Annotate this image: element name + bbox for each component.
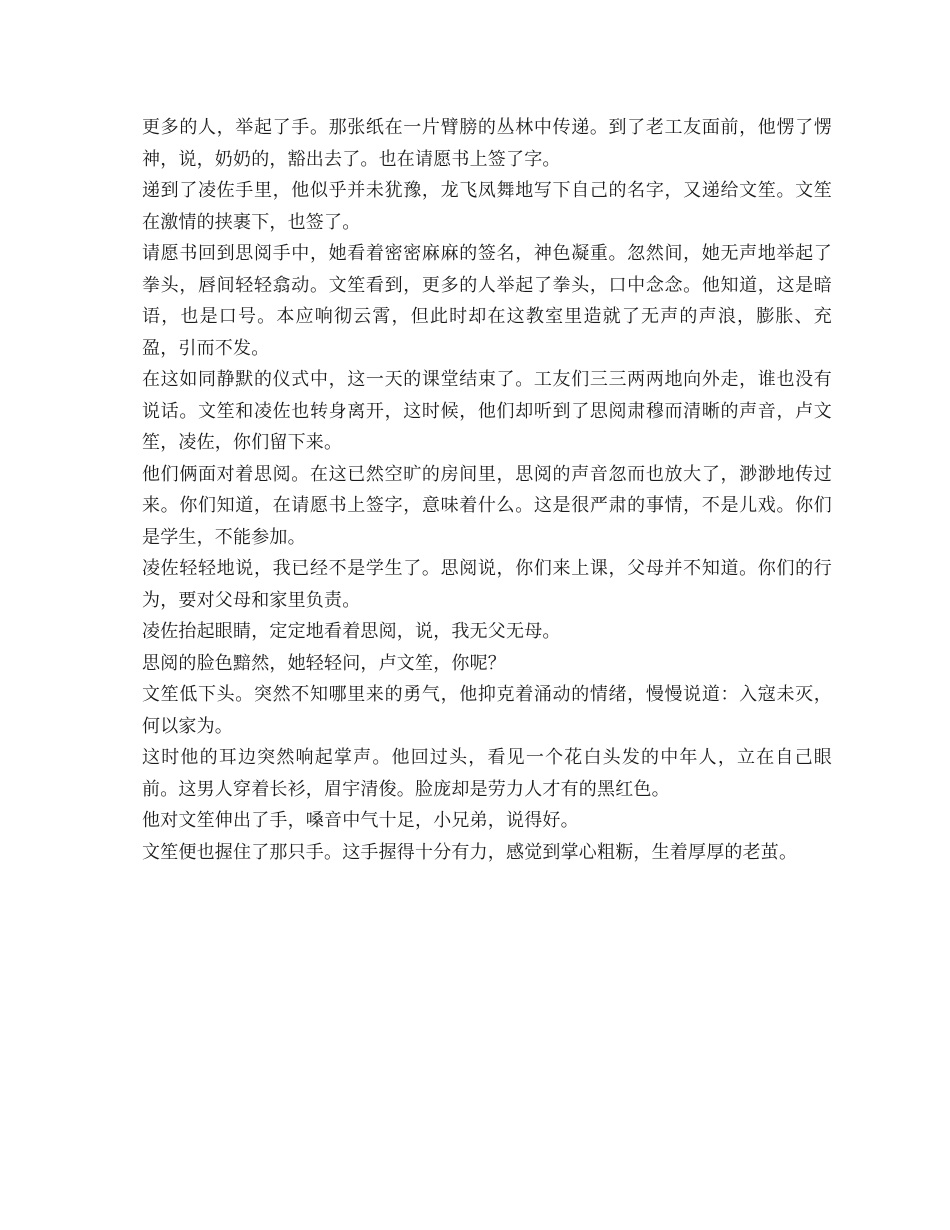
paragraph: 文笙便也握住了那只手。这手握得十分有力，感觉到掌心粗粝，生着厚厚的老茧。 [142,841,798,863]
paragraph: 在这如同静默的仪式中，这一天的课堂结束了。工友们三三两两地向外走，谁也没有说话。文笙和凌佐也转身离开，这时候，他们却听到了思阅肃穆而清晰的声音，卢文笙，凌佐，你们留下来。 [142,369,832,453]
document-body [142,112,832,868]
paragraph: 请愿书回到思阅手中，她看着密密麻麻的签名，神色凝重。忽然间，她无声地举起了拳头，唇间轻轻翕动。文笙看到，更多的人举起了拳头，口中念念。他知道，这是暗语，也是口号。本应响彻云霄，但此时却在这教室里造就了无声的声浪，膨胀、充盈，引而不发。 [142,243,832,359]
paragraph: 递到了凌佐手里，他似乎并未犹豫，龙飞凤舞地写下自己的名字，又递给文笙。文笙在激情的挟裹下，也签了。 [142,180,832,233]
paragraph: 更多的人，举起了手。那张纸在一片臂膀的丛林中传递。到了老工友面前，他愣了愣神，说，奶奶的，豁出去了。也在请愿书上签了字。 [142,117,832,170]
paragraph: 他对文笙伸出了手，嗓音中气十足，小兄弟，说得好。 [142,810,579,831]
paragraph: 思阅的脸色黯然，她轻轻问，卢文笙，你呢？ [142,652,506,674]
paragraph: 他们俩面对着思阅。在这已然空旷的房间里，思阅的声音忽而也放大了，渺渺地传过来。你们知道，在请愿书上签字，意味着什么。这是很严肃的事情，不是儿戏。你们是学生，不能参加。 [142,463,832,548]
paragraph: 这时他的耳边突然响起掌声。他回过头，看见一个花白头发的中年人，立在自己眼前。这男人穿着长衫，眉宇清俊。脸庞却是劳力人才有的黑红色。 [142,747,832,800]
paragraph: 凌佐抬起眼睛，定定地看着思阅，说，我无父无母。 [142,621,561,642]
paragraph: 凌佐轻轻地说，我已经不是学生了。思阅说，你们来上课，父母并不知道。你们的行为，要对父母和家里负责。 [142,558,832,611]
paragraph: 文笙低下头。突然不知哪里来的勇气，他抑克着涌动的情绪，慢慢说道：入寇未灭，何以家为。 [142,684,832,737]
